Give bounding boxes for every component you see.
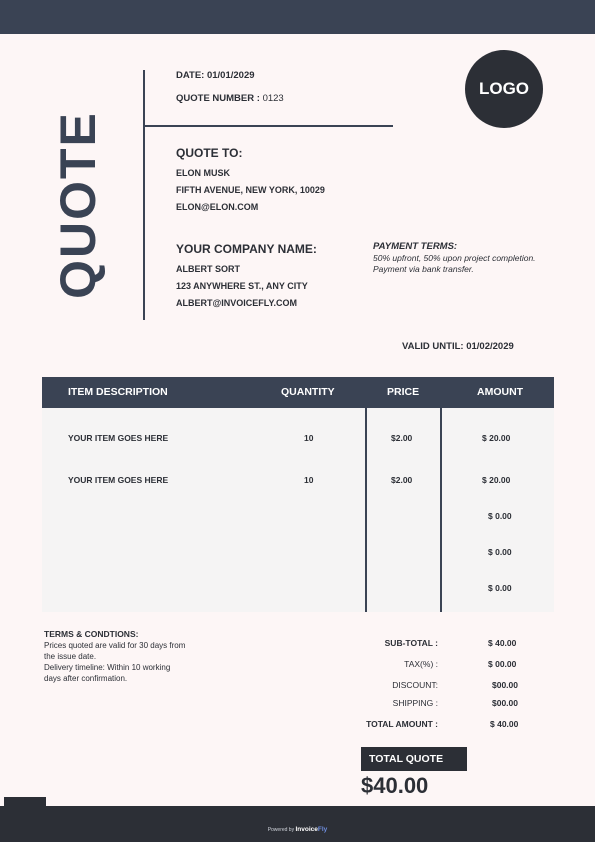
company-logo: LOGO <box>465 50 543 128</box>
valid-until <box>402 341 514 352</box>
quote-to-heading: QUOTE TO: <box>176 146 243 160</box>
tax-value: $ 00.00 <box>488 659 517 669</box>
payment-terms-heading: PAYMENT TERMS: <box>373 241 458 252</box>
terms-line-2: the issue date. <box>44 652 97 661</box>
row-2-price: $2.00 <box>391 475 413 485</box>
row-3-amount: $ 0.00 <box>488 511 512 521</box>
header-description: ITEM DESCRIPTION <box>68 386 168 398</box>
row-5-amount: $ 0.00 <box>488 583 512 593</box>
quote-number-line <box>176 93 284 104</box>
total-amount-value: $ 40.00 <box>490 719 519 729</box>
shipping-value: $00.00 <box>492 698 518 708</box>
terms-line-1: Prices quoted are valid for 30 days from <box>44 641 186 650</box>
row-1-description: YOUR ITEM GOES HERE <box>68 433 169 443</box>
subtotal-value: $ 40.00 <box>488 638 517 648</box>
column-divider <box>440 377 442 612</box>
company-address: 123 ANYWHERE ST., ANY CITY <box>176 281 308 291</box>
company-email: ALBERT@INVOICEFLY.COM <box>176 298 297 308</box>
powered-by <box>0 826 595 833</box>
top-banner <box>0 0 595 34</box>
discount-label: DISCOUNT: <box>392 680 438 690</box>
row-2-amount: $ 20.00 <box>482 475 511 485</box>
row-2-quantity: 10 <box>304 475 314 485</box>
discount-value: $00.00 <box>492 680 518 690</box>
client-name: ELON MUSK <box>176 168 230 178</box>
row-4-amount: $ 0.00 <box>488 547 512 557</box>
client-address: FIFTH AVENUE, NEW YORK, 10029 <box>176 185 325 195</box>
valid-until-value: 01/02/2029 <box>466 341 514 352</box>
quote-number-label: QUOTE NUMBER : <box>176 93 260 104</box>
row-1-price: $2.00 <box>391 433 413 443</box>
payment-terms-line-1: 50% upfront, 50% upon project completion. <box>373 253 536 263</box>
tax-label: TAX(%) : <box>404 659 438 669</box>
document-title-text: QUOTE <box>50 110 106 299</box>
payment-terms-line-2: Payment via bank transfer. <box>373 264 474 274</box>
company-heading: YOUR COMPANY NAME: <box>176 242 317 256</box>
date-value: 01/01/2029 <box>206 70 255 81</box>
row-1-quantity: 10 <box>304 433 314 443</box>
header-price: PRICE <box>387 386 420 398</box>
row-2-description: YOUR ITEM GOES HERE <box>68 475 169 485</box>
date-label: DATE: <box>176 70 205 81</box>
valid-until-label: VALID UNTIL: <box>402 341 464 352</box>
document-title <box>48 110 108 299</box>
header-quantity: QUANTITY <box>281 386 335 398</box>
subtotal-label: SUB-TOTAL : <box>384 638 438 648</box>
terms-line-4: days after confirmation. <box>44 674 128 683</box>
horizontal-divider <box>143 125 393 127</box>
vertical-divider <box>143 70 145 320</box>
powered-by-text: Powered by <box>267 827 295 833</box>
total-quote-amount: $40.00 <box>361 773 429 798</box>
row-1-amount: $ 20.00 <box>482 433 511 443</box>
footer-bar <box>0 806 595 842</box>
total-quote-label: TOTAL QUOTE <box>361 747 467 771</box>
terms-heading: TERMS & CONDTIONS: <box>44 629 139 639</box>
date-line <box>176 70 255 81</box>
brand-fly: Fly <box>317 826 328 833</box>
shipping-label: SHIPPING : <box>392 698 438 708</box>
header-amount: AMOUNT <box>477 386 524 398</box>
terms-line-3: Delivery timeline: Within 10 working <box>44 663 171 672</box>
brand-invoice: Invoice <box>295 826 318 833</box>
quote-number-value: 0123 <box>262 93 284 104</box>
column-divider <box>365 377 367 612</box>
company-contact: ALBERT SORT <box>176 264 240 274</box>
client-email: ELON@ELON.COM <box>176 202 259 212</box>
total-amount-label: TOTAL AMOUNT : <box>366 719 438 729</box>
